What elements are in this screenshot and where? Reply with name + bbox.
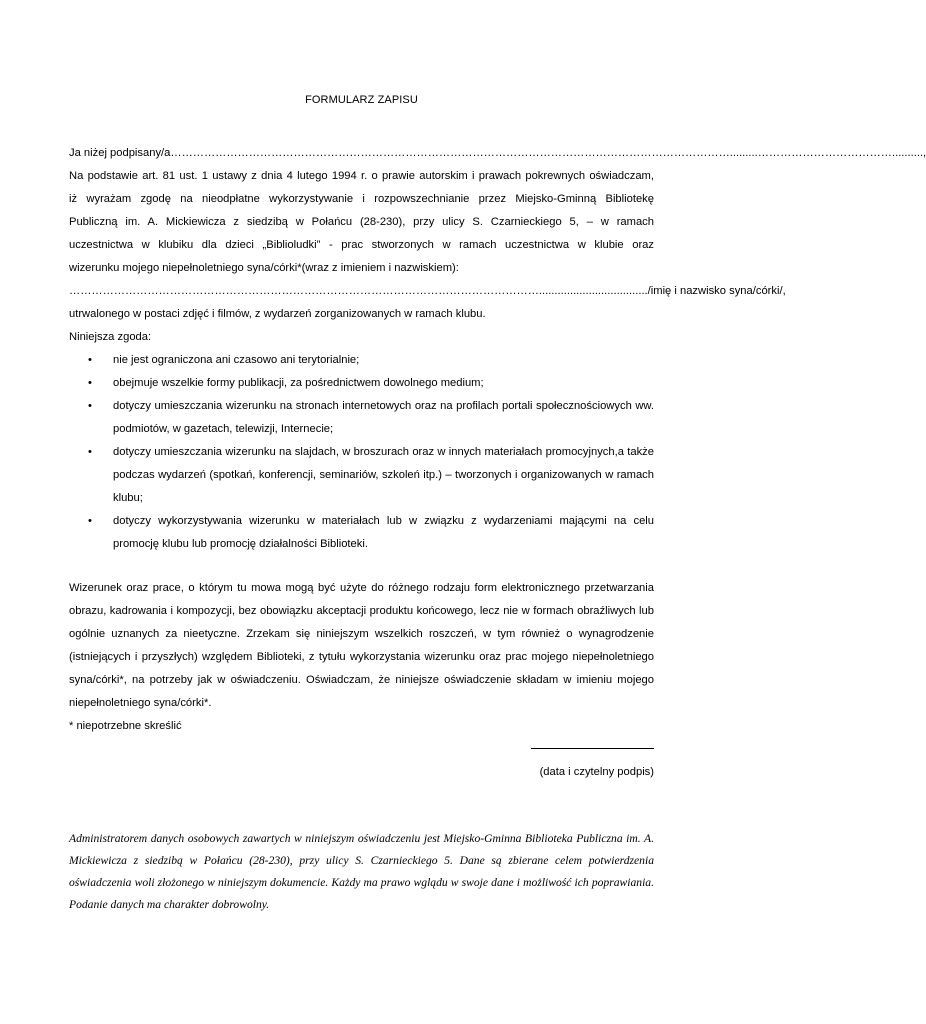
list-item [69,349,654,372]
document-page [69,0,926,1024]
child-name-line: ……………………………………………………………………………………………………………….................................../imię i nazwisko syna/córki/, [69,285,786,297]
consent-list [69,349,654,556]
list-item [69,441,654,510]
gdpr-note [69,828,654,916]
list-item-text: nie jest ograniczona ani czasowo ani terytorialnie; [113,354,360,366]
bullet-icon: • [88,400,92,412]
list-item-text: dotyczy wykorzystywania wizerunku w materiałach lub w związku z wydarzeniami mającymi na celu promocję klubu lub promocję działalności Biblioteki. [113,515,654,550]
form-title: FORMULARZ ZAPISU [305,94,418,106]
list-item [69,510,654,556]
list-item [69,395,654,441]
bullet-icon: • [88,377,92,389]
list-item-text: dotyczy umieszczania wizerunku na stronach internetowych oraz na profilach portali społecznościowych ww. podmiotów, w gazetach, telewizji, Internecie; [113,400,654,435]
image-rights-paragraph [69,577,654,738]
bullet-icon: • [88,515,92,527]
bullet-icon: • [88,354,92,366]
list-item [69,372,654,395]
intro-line: iż wyrażam zgodę na nieodpłatne wykorzystywanie i rozpowszechnianie przez Miejsko-Gminną Bibliotekę [69,193,654,205]
intro-line: uczestnictwa w klubiku dla dzieci „Biblioludki” - prac stworzonych w ramach uczestnictwa w klubie oraz [69,239,654,251]
intro-line: utrwalonego w postaci zdjęć i filmów, z wydarzeń zorganizowanych w ramach klubu. [69,308,486,320]
signature-line [531,748,654,749]
rights-text: Wizerunek oraz prace, o którym tu mowa mogą być użyte do różnego rodzaju form elektronicznego przetwarzania obrazu, kadrowania i kompozycji, bez obowiązku akceptacji produktu końcowego, lecz nie w formach obraźliwych lub ogólnie uznanych za nieetyczne. Zrzekam się niniejszym wszelkich roszczeń, w tym również o wynagrodzenie (istniejących i przyszłych) względem Biblioteki, z tytułu wykorzystania wizerunku oraz prac mojego niepełnoletniego syna/córki*, na potrzeby jak w oświadczeniu. Oświadczam, że niniejsze oświadczenie składam w imieniu mojego niepełnoletniego syna/córki*. [69,582,654,709]
footnote: * niepotrzebne skreślić [69,720,182,732]
consent-declaration [69,142,926,556]
intro-line: Ja niżej podpisany/a…………………………………………………………………………………………………………………………………….........……………………………….........., [69,147,926,159]
signature-caption: (data i czytelny podpis) [539,766,654,778]
intro-line: Publiczną im. A. Mickiewicza z siedzibą w Połańcu (28-230), przy ulicy S. Czarnieckiego 5, – w ramach [69,216,654,228]
list-item-text: obejmuje wszelkie formy publikacji, za pośrednictwem dowolnego medium; [113,377,484,389]
list-item-text: dotyczy umieszczania wizerunku na slajdach, w broszurach oraz w innych materiałach promocyjnych,a także podczas wydarzeń (spotkań, konferencji, seminariów, szkoleń itp.) – tworzonych i organizowanych w ramach klubu; [113,446,654,504]
consent-heading: Niniejsza zgoda: [69,331,152,343]
bullet-icon: • [88,446,92,458]
intro-line: Na podstawie art. 81 ust. 1 ustawy z dnia 4 lutego 1994 r. o prawie autorskim i prawach pokrewnych oświadczam, [69,170,654,182]
gdpr-note-text: Administratorem danych osobowych zawartych w niniejszym oświadczeniu jest Miejsko-Gminna Biblioteka Publiczna im. A. Mickiewicza z siedzibą w Połańcu (28-230), przy ulicy S. Czarnieckiego 5. Dane są zbierane celem potwierdzenia oświadczenia woli złożonego w niniejszym dokumencie. Każdy ma prawo wglądu w swoje dane i możliwość ich poprawiania. Podanie danych ma charakter dobrowolny. [69,832,654,911]
intro-line: wizerunku mojego niepełnoletniego syna/córki*(wraz z imieniem i nazwiskiem): [69,262,459,274]
